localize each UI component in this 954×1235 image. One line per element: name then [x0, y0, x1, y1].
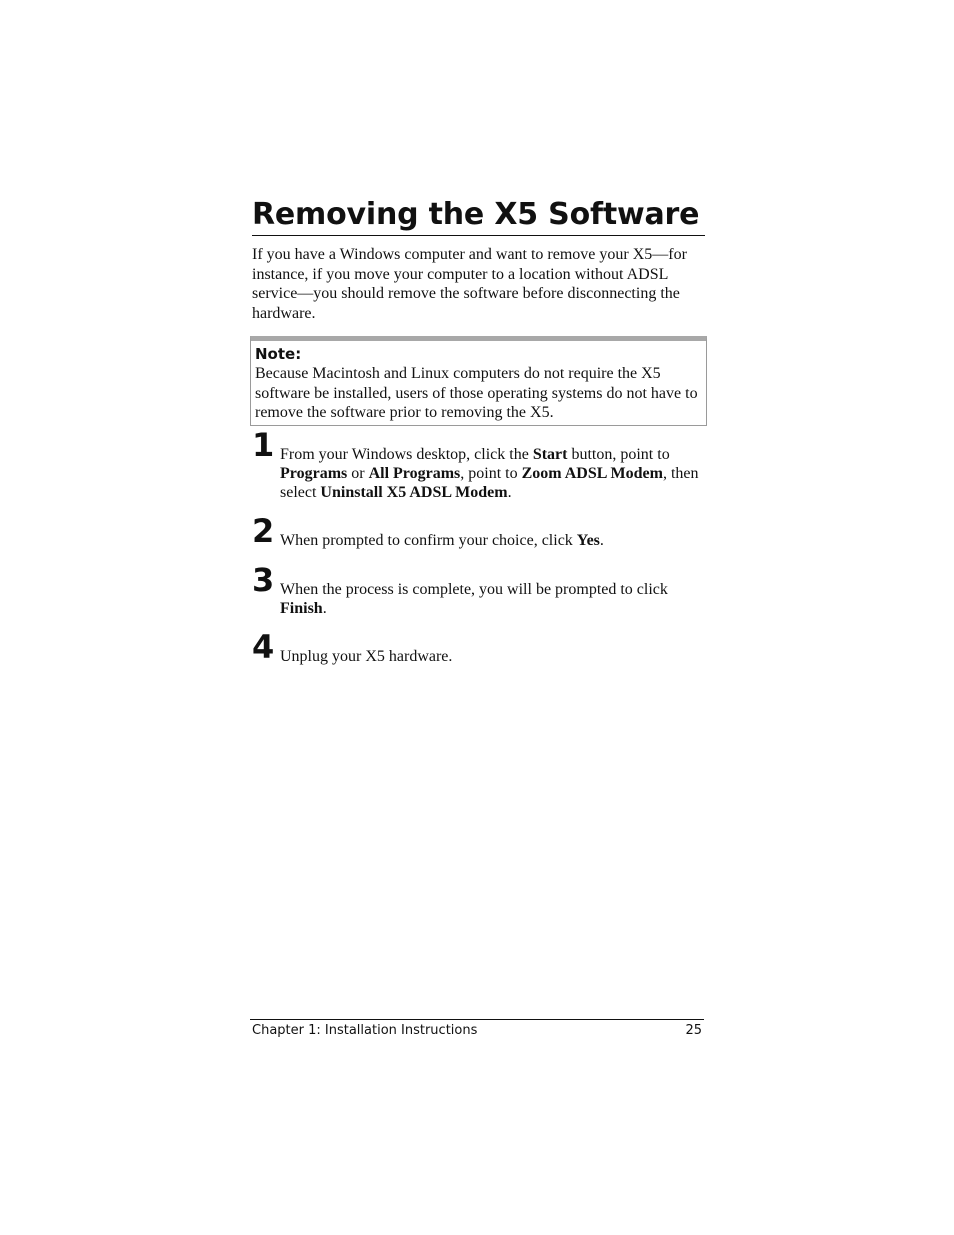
step-bold-text: Programs	[280, 464, 348, 482]
step-1	[250, 425, 700, 503]
page-content	[250, 196, 705, 696]
step-text: When the process is complete, you will be prompted to click	[280, 580, 668, 598]
step-text: .	[599, 532, 604, 550]
step-text: , point to	[460, 464, 522, 482]
footer-page-number: 25	[685, 1023, 702, 1038]
footer-chapter: Chapter 1: Installation Instructions	[252, 1023, 478, 1038]
step-bold-text: Zoom ADSL Modem	[521, 464, 663, 482]
step-number: 2	[252, 512, 275, 551]
step-number: 4	[252, 628, 275, 667]
step-number: 1	[252, 425, 275, 464]
step-text: When prompted to confirm your choice, click	[280, 532, 577, 550]
page-title: Removing the X5 Software	[252, 196, 705, 236]
note-box	[250, 336, 707, 426]
step-text: .	[322, 599, 327, 617]
steps-list	[250, 425, 705, 667]
note-text: Because Macintosh and Linux computers do not require the X5 software be installed, users of those operating systems do not have to remove the software prior to removing the X5.	[255, 365, 698, 421]
step-3	[250, 560, 700, 619]
note-label: Note:	[255, 345, 302, 363]
step-text: Unplug your X5 hardware.	[280, 648, 453, 666]
step-bold-text: All Programs	[368, 464, 461, 482]
step-number: 3	[252, 560, 275, 599]
intro-paragraph: If you have a Windows computer and want to remove your X5—for instance, if you move your computer to a location without ADSL service—you should remove the software before disconnecting the hardware.	[252, 246, 687, 322]
step-text: button, point to	[567, 445, 670, 463]
step-bold-text: Yes	[576, 532, 600, 550]
step-bold-text: Finish	[280, 599, 323, 617]
step-2	[250, 512, 700, 551]
step-4	[250, 628, 700, 667]
step-text: From your Windows desktop, click the	[280, 445, 533, 463]
step-bold-text: Uninstall X5 ADSL Modem	[320, 484, 508, 502]
step-text: or	[347, 464, 369, 482]
page-footer	[250, 1019, 704, 1039]
step-bold-text: Start	[532, 445, 568, 463]
step-text: , then select	[280, 464, 699, 502]
step-text: .	[507, 484, 512, 502]
